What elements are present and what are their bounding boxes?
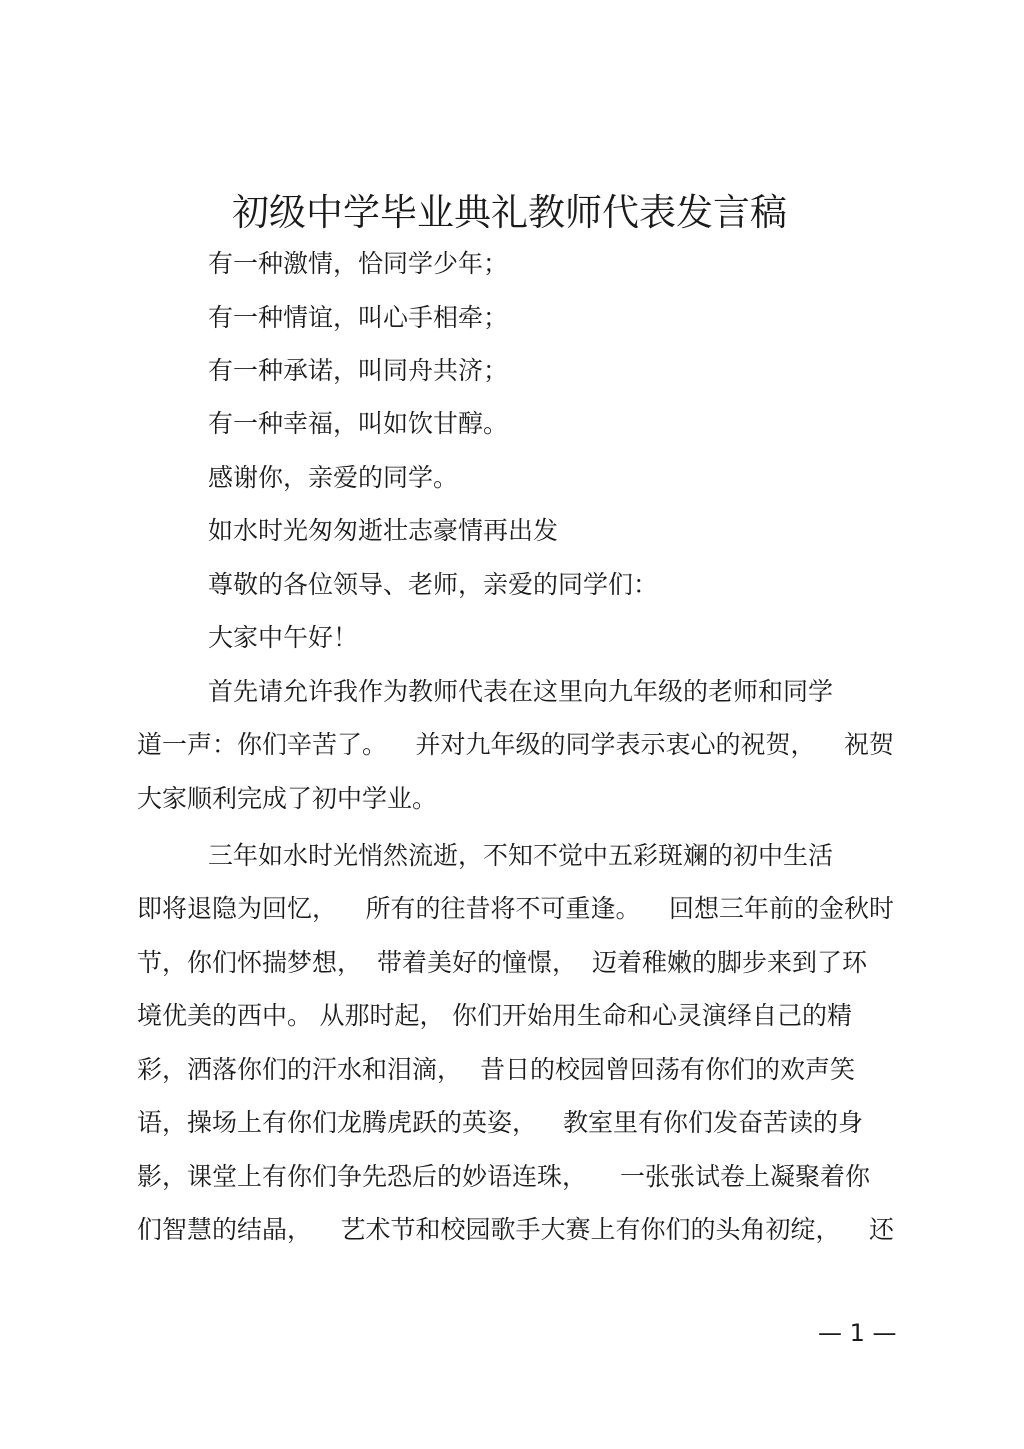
poem-line: 有一种情谊，叫心手相牵； [208,303,509,332]
text-segment: 道一声：你们辛苦了。 [137,730,388,759]
poem-line: 感谢你，亲爱的同学。 [208,463,459,492]
text-segment: 并对九年级的同学表示衷心的祝贺， [415,730,816,759]
salutation: 尊敬的各位领导、老师，亲爱的同学们： [208,570,659,599]
paragraph-line [137,999,852,1033]
text-segment: 从那时起， [319,1001,445,1030]
page-number: — 1 — [818,1319,897,1347]
text-segment: 回想三年前的金秋时 [668,894,894,923]
poem-line: 有一种幸福，叫如饮甘醇。 [208,409,509,438]
text-segment: 艺术节和校园歌手大赛上有你们的头角初绽， [340,1215,841,1244]
text-segment: 昔日的校园曾回荡有你们的欢声笑 [479,1055,855,1084]
text-segment: 迈着稚嫩的脚步来到了环 [591,948,867,977]
text-segment: 彩，洒落你们的汗水和泪滴， [137,1055,463,1084]
text-segment: 影，课堂上有你们争先恐后的妙语连珠， [137,1162,588,1191]
text-segment: 一张张试卷上凝聚着你 [619,1162,870,1191]
poem-line: 有一种激情，恰同学少年； [208,249,509,278]
paragraph-line [137,1053,855,1087]
subtitle-line: 如水时光匆匆逝壮志豪情再出发 [208,516,559,545]
text-segment: 们智慧的结晶， [137,1215,313,1244]
paragraph-line [137,1213,894,1247]
paragraph-line: 首先请允许我作为教师代表在这里向九年级的老师和同学 [208,677,834,706]
text-segment: 语，操场上有你们龙腾虎跃的英姿， [137,1108,538,1137]
paragraph-line: 大家顺利完成了初中学业。 [137,784,438,813]
text-segment: 你们开始用生命和心灵演绎自己的精 [451,1001,852,1030]
page-title: 初级中学毕业典礼教师代表发言稿 [232,191,787,234]
text-segment: 祝贺 [843,730,894,759]
text-segment: 所有的往昔将不可重逢。 [365,894,641,923]
text-segment: 教室里有你们发奋苦读的身 [562,1108,863,1137]
paragraph-line [137,892,894,926]
paragraph-line [137,1106,863,1140]
text-segment: 即将退隐为回忆， [137,894,338,923]
paragraph-line [137,1160,870,1194]
poem-line: 有一种承诺，叫同舟共济； [208,356,509,385]
paragraph-line [137,946,867,980]
text-segment: 节，你们怀揣梦想， [137,948,363,977]
paragraph-line: 三年如水时光悄然流逝，不知不觉中五彩斑斓的初中生活 [208,841,834,870]
text-segment: 带着美好的憧憬， [376,948,577,977]
greeting: 大家中午好！ [208,623,359,652]
text-segment: 境优美的西中。 [137,1001,313,1030]
text-segment: 还 [868,1215,894,1244]
paragraph-line [137,728,894,762]
